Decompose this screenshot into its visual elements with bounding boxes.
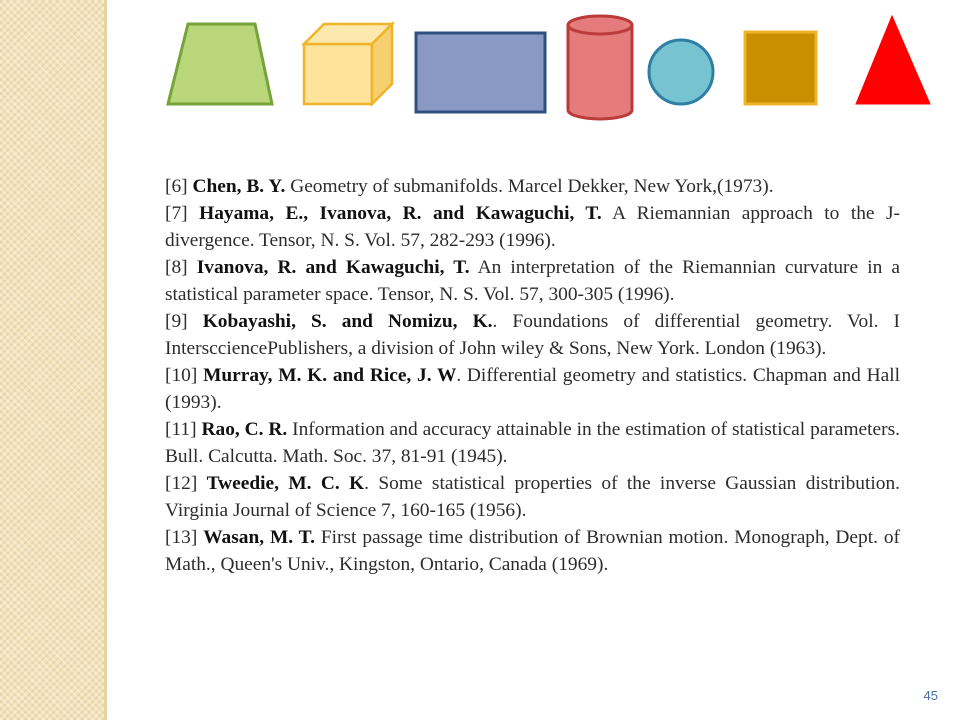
reference-item [165, 524, 900, 578]
reference-text: . Differential geometry and statistics. Chapman and Hall (1993). [165, 365, 900, 413]
reference-item [165, 200, 900, 254]
shape-banner [0, 0, 960, 130]
reference-item [165, 470, 900, 524]
reference-text: An interpretation of the Riemannian curvature in a statistical parameter space. Tensor, N. S. Vol. 57, 300-305 (1996). [165, 257, 901, 305]
square-shape [745, 32, 816, 104]
rectangle-shape [416, 33, 545, 112]
cylinder-body [568, 25, 632, 119]
reference-authors: Wasan, M. T. [203, 527, 315, 548]
reference-authors: Rao, C. R. [201, 419, 288, 440]
cylinder-shape [568, 16, 632, 119]
reference-text: Geometry of submanifolds. Marcel Dekker, New York,(1973). [285, 176, 774, 197]
reference-number: [6] [165, 176, 188, 197]
cylinder-top [568, 16, 632, 34]
trapezoid-shape [168, 24, 272, 104]
reference-text: A Riemannian approach to the J-divergence. Tensor, N. S. Vol. 57, 282-293 (1996). [165, 203, 901, 251]
reference-authors: Kobayashi, S. and Nomizu, K. [202, 311, 493, 332]
reference-text: First passage time distribution of Brownian motion. Monograph, Dept. of Math., Queen's Univ., Kingston, Ontario, Canada (1969). [165, 527, 900, 575]
reference-item [165, 416, 900, 470]
reference-number: [10] [165, 365, 198, 386]
reference-number: [9] [165, 311, 188, 332]
reference-text: . Some statistical properties of the inverse Gaussian distribution. Virginia Journal of Science 7, 160-165 (1956). [165, 473, 900, 521]
reference-authors: Hayama, E., Ivanova, R. and Kawaguchi, T. [199, 203, 602, 224]
reference-item [165, 254, 900, 308]
reference-item [165, 308, 900, 362]
reference-authors: Murray, M. K. and Rice, J. W [203, 365, 457, 386]
reference-number: [11] [165, 419, 197, 440]
reference-authors: Chen, B. Y. [192, 176, 286, 197]
reference-number: [7] [165, 203, 188, 224]
circle-shape [649, 40, 713, 104]
triangle-shape [856, 16, 930, 104]
reference-item [165, 362, 900, 416]
cube-front-face [304, 44, 372, 104]
reference-number: [12] [165, 473, 198, 494]
reference-authors: Ivanova, R. and Kawaguchi, T. [196, 257, 470, 278]
reference-item [165, 173, 900, 200]
reference-list [165, 173, 900, 578]
reference-text: Information and accuracy attainable in the estimation of statistical parameters. Bull. Calcutta. Math. Soc. 37, 81-91 (1945). [165, 419, 900, 467]
page-number: 45 [923, 688, 938, 703]
reference-number: [13] [165, 527, 198, 548]
reference-authors: Tweedie, M. C. K [206, 473, 365, 494]
reference-number: [8] [165, 257, 188, 278]
cube-shape [304, 24, 392, 104]
reference-text: . Foundations of differential geometry. Vol. I InterscciencePublishers, a division of John wiley & Sons, New York. London (1963). [165, 311, 900, 359]
